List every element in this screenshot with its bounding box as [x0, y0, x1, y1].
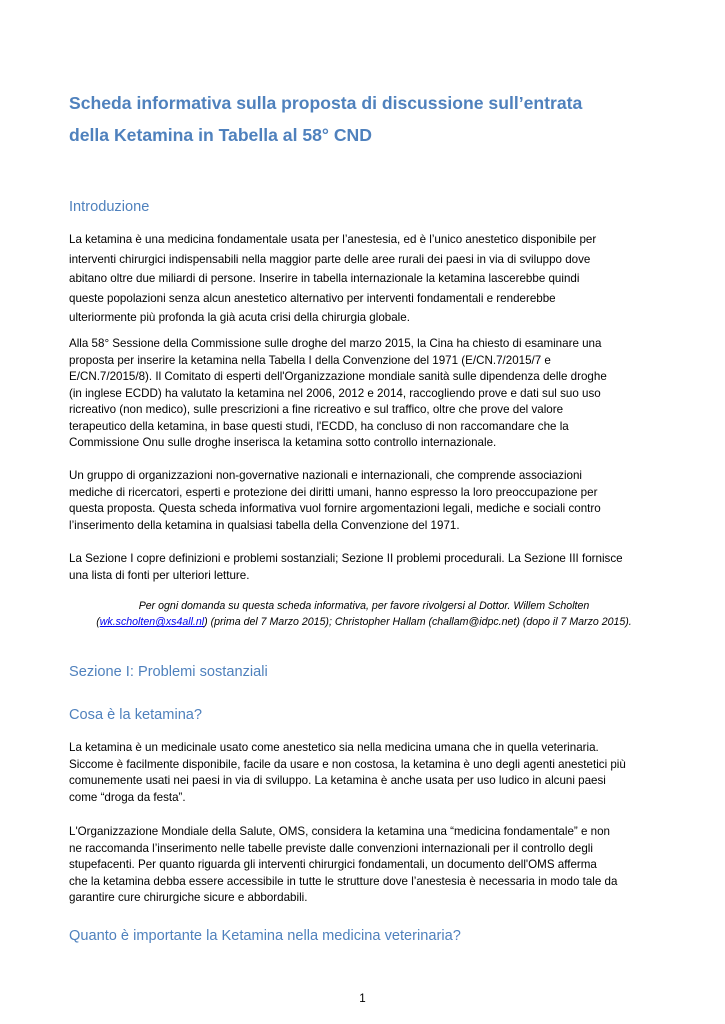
- text-line: proposta per inserire la ketamina nella Tabella I della Convenzione del 1971 (E/CN.7/2015/7 e: [69, 353, 551, 367]
- text-line: Commissione Onu sulle droghe inserisca la ketamina sotto controllo internazionale.: [69, 436, 497, 449]
- text-line: come “droga da festa”.: [69, 790, 186, 804]
- text-line: queste popolazioni senza alcun anestetico alternativo per interventi fondamentali e renderebbe: [69, 291, 556, 305]
- text-line: (in inglese ECDD) ha valutato la ketamina nel 2006, 2012 e 2014, raccogliendo prove e dati sul suo uso: [69, 386, 601, 400]
- text-line: comunemente usati nei paesi in via di sviluppo. La ketamina è anche usata per uso ludico in alcuni paesi: [69, 774, 606, 787]
- heading-introduzione: Introduzione: [69, 199, 150, 215]
- text-line: La ketamina è una medicina fondamentale usata per l’anestesia, ed è l’unico anestetico disponibile per: [69, 233, 597, 246]
- text-line: Alla 58° Sessione della Commissione sulle droghe del marzo 2015, la Cina ha chiesto di esaminare una: [69, 337, 602, 350]
- document-title: [69, 87, 669, 151]
- email-link[interactable]: wk.scholten@xs4all.nl: [99, 616, 205, 628]
- text-line: La ketamina è un medicinale usato come anestetico sia nella medicina umana che in quella veterinaria.: [69, 741, 599, 754]
- contact-note-rest: ) (prima del 7 Marzo 2015); Christopher Hallam (challam@idpc.net) (dopo il 7 Marzo 2015).: [204, 616, 632, 628]
- intro-paragraph-1: [69, 230, 659, 328]
- contact-note: [69, 598, 659, 630]
- text-line: ricreativo (non medico), sulle prescrizioni a fine ricreativo e sul traffico, oltre che prove del valore: [69, 403, 564, 416]
- heading-sezione-i: Sezione I: Problemi sostanziali: [69, 664, 268, 680]
- text-line: una lista di fonti per ulteriori letture.: [69, 568, 250, 582]
- intro-paragraph-4: [69, 551, 659, 584]
- text-line: abitano oltre due miliardi di persone. Inserire in tabella internazionale la ketamina lascerebbe quindi: [69, 272, 580, 285]
- text-line: terapeutico della ketamina, in base questi studi, l'ECDD, ha concluso di non raccomandare che la: [69, 419, 569, 433]
- heading-medicina-veterinaria: Quanto è importante la Ketamina nella medicina veterinaria?: [69, 928, 461, 944]
- text-line: interventi chirurgici indispensabili nella maggior parte delle aree rurali dei paesi in via di sviluppo dove: [69, 252, 591, 266]
- intro-paragraph-2: [69, 336, 659, 452]
- title-line-1: Scheda informativa sulla proposta di discussione sull’entrata: [69, 93, 583, 113]
- heading-cosa-e-la-ketamina: Cosa è la ketamina?: [69, 707, 203, 723]
- text-line: mediche di ricercatori, esperti e protezione dei diritti umani, hanno espresso la loro preoccupazione per: [69, 485, 598, 499]
- paren-open: (: [96, 616, 100, 628]
- section1-paragraph-1: [69, 740, 659, 806]
- contact-note-line-1: Per ogni domanda su questa scheda informativa, per favore rivolgersi al Dottor. Willem Scholten: [138, 600, 590, 612]
- title-line-2: della Ketamina in Tabella al 58° CND: [69, 125, 372, 145]
- text-line: l’inserimento della ketamina in qualsiasi tabella della Convenzione del 1971.: [69, 518, 460, 532]
- text-line: E/CN.7/2015/8). Il Comitato di esperti dell'Organizzazione mondiale sanità sulle dipendenza delle droghe: [69, 370, 607, 383]
- text-line: che la ketamina debba essere accessibile in tutte le strutture dove l’anestesia è necessaria in modo tale da: [69, 874, 618, 888]
- section1-paragraph-2: [69, 824, 659, 907]
- text-line: ne raccomanda l’inserimento nelle tabelle previste dalle convenzioni internazionali per il controllo degli: [69, 841, 593, 855]
- page-number: 1: [359, 992, 366, 1005]
- text-line: La Sezione I copre definizioni e problemi sostanziali; Sezione II problemi procedurali. La Sezione III fornisce: [69, 552, 623, 565]
- text-line: garantire cure chirurgiche sicure e abbordabili.: [69, 891, 308, 904]
- text-line: L'Organizzazione Mondiale della Salute, OMS, considera la ketamina una “medicina fondamentale” e non: [69, 825, 610, 838]
- contact-note-line-2: [69, 614, 659, 630]
- text-line: ulteriormente più profonda la già acuta crisi della chirurgia globale.: [69, 311, 410, 324]
- text-line: Un gruppo di organizzazioni non-governative nazionali e internazionali, che comprende associazioni: [69, 469, 583, 482]
- text-line: questa proposta. Questa scheda informativa vuol fornire argomentazioni legali, mediche e sociali contro: [69, 502, 601, 515]
- intro-paragraph-3: [69, 468, 659, 534]
- text-line: stupefacenti. Per quanto riguarda gli interventi chirurgici fondamentali, un documento dell'OMS afferma: [69, 858, 597, 871]
- text-line: Siccome è facilmente disponibile, facile da usare e non costosa, la ketamina è uno degli agenti anestetici più: [69, 757, 626, 771]
